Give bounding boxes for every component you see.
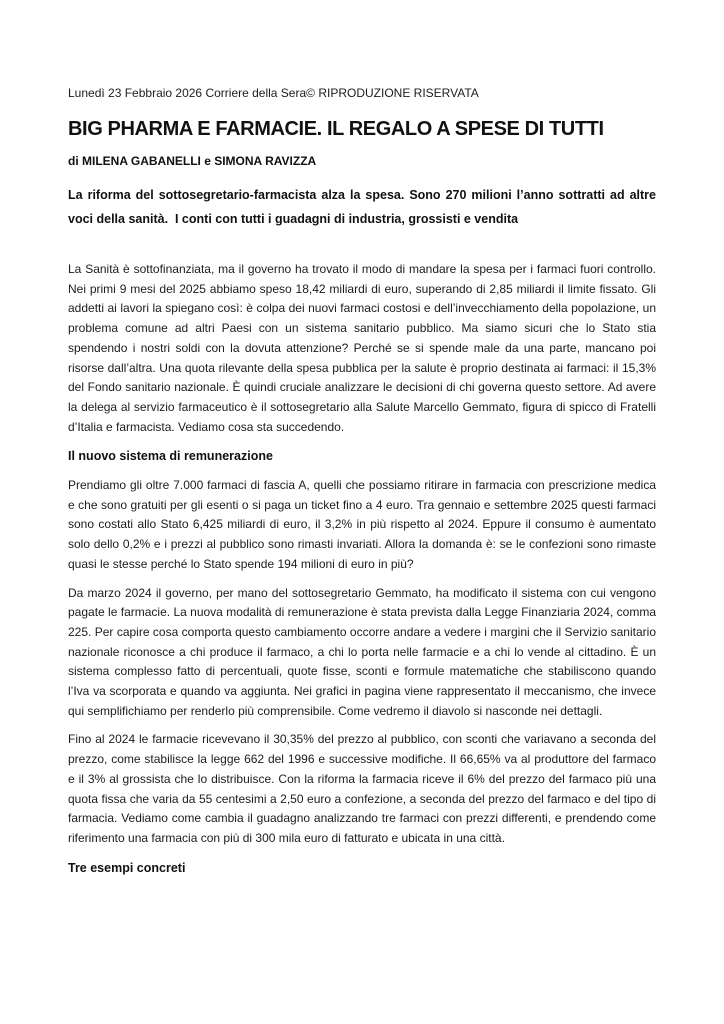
byline: di MILENA GABANELLI e SIMONA RAVIZZA [68,154,317,168]
section-heading-nuovo-sistema: Il nuovo sistema di remunerazione [68,449,273,464]
date-line: Lunedì 23 Febbraio 2026 Corriere della Sera© RIPRODUZIONE RISERVATA [68,86,479,100]
standfirst: La riforma del sottosegretario-farmacista alza la spesa. Sono 270 milioni l’anno sottratti ad altre voci della sanità. I conti con tutti i guadagni di industria, grossisti e vendita [68,188,660,226]
paragraph-margini-farmacie: Fino al 2024 le farmacie ricevevano il 30,35% del prezzo al pubblico, con sconti che variavano a seconda del prezzo, come stabilisce la legge 662 del 1996 e successive modifiche. Il 66,65% va al produttore del farmaco e il 3% al grossista che lo distribuisce. Con la riforma la farmacia riceve il 6% del prezzo del farmaco più una quota fissa che varia da 55 centesimi a 2,50 euro a confezione, a seconda del prezzo del farmaco e del tipo di farmacia. Vediamo come cambia il guadagno analizzando tre farmaci con prezzi differenti, e prendendo come riferimento una farmacia con più di 300 mila euro di fatturato e ubicata in una città. [68,732,656,845]
paragraph-farmaci-fascia-a: Prendiamo gli oltre 7.000 farmaci di fascia A, quelli che possiamo ritirare in farmacia con prescrizione medica e che sono gratuiti per gli esenti o si paga un ticket fino a 4 euro. Tra gennaio e settembre 2025 questi farmaci sono costati allo Stato 6,425 miliardi di euro, il 3,2% in più rispetto al 2024. Eppure il consumo è aumentato solo dello 0,2% e i prezzi al pubblico sono rimasti invariati. Allora la domanda è: se le confezioni sono rimaste quasi le stesse perché lo Stato spende 194 milioni di euro in più? [68,478,656,571]
section-heading-tre-esempi: Tre esempi concreti [68,860,186,875]
article-title: BIG PHARMA E FARMACIE. IL REGALO A SPESE DI TUTTI [68,118,604,140]
paragraph-spesa-fuori-controllo: La Sanità è sottofinanziata, ma il governo ha trovato il modo di mandare la spesa per i farmaci fuori controllo. Nei primi 9 mesi del 2025 abbiamo speso 18,42 miliardi di euro, superando di 2,85 miliardi il limite fissato. Gli addetti ai lavori la spiegano così: è colpa dei nuovi farmaci costosi e dell’invecchiamento della popolazione, un problema comune ad altri Paesi con un sistema sanitario pubblico. Ma siamo sicuri che lo Stato stia spendendo i nostri soldi con la dovuta attenzione? Perché se si spende male da una parte, mancano poi risorse dall’altra. Una quota rilevante della spesa pubblica per la salute è proprio destinata ai farmaci: il 15,3% del Fondo sanitario nazionale. È quindi cruciale analizzare le decisioni di chi governa questo settore. Ad avere la delega al servizio farmaceutico è il sottosegretario alla Salute Marcello Gemmato, figura di spicco di Fratelli d’Italia e farmacista. Vediamo cosa sta succedendo. [68,262,656,434]
article-body [68,260,656,878]
paragraph-riforma-marzo-2024: Da marzo 2024 il governo, per mano del sottosegretario Gemmato, ha modificato il sistema con cui vengono pagate le farmacie. La nuova modalità di remunerazione è stata prevista dalla Legge Finanziaria 2024, comma 225. Per capire cosa comporta questo cambiamento occorre andare a vedere i margini che il Servizio sanitario nazionale riconosce a chi produce il farmaco, a chi lo porta nelle farmacie e a chi lo vende al cittadino. È un sistema complesso fatto di percentuali, quote fisse, sconti e formule matematiche che stabiliscono quando l’Iva va scorporata e quando va aggiunta. Nei grafici in pagina viene rappresentato il meccanismo, che invece qui semplifichiamo per renderlo più comprensibile. Come vedremo il diavolo si nasconde nei dettagli. [68,585,656,718]
